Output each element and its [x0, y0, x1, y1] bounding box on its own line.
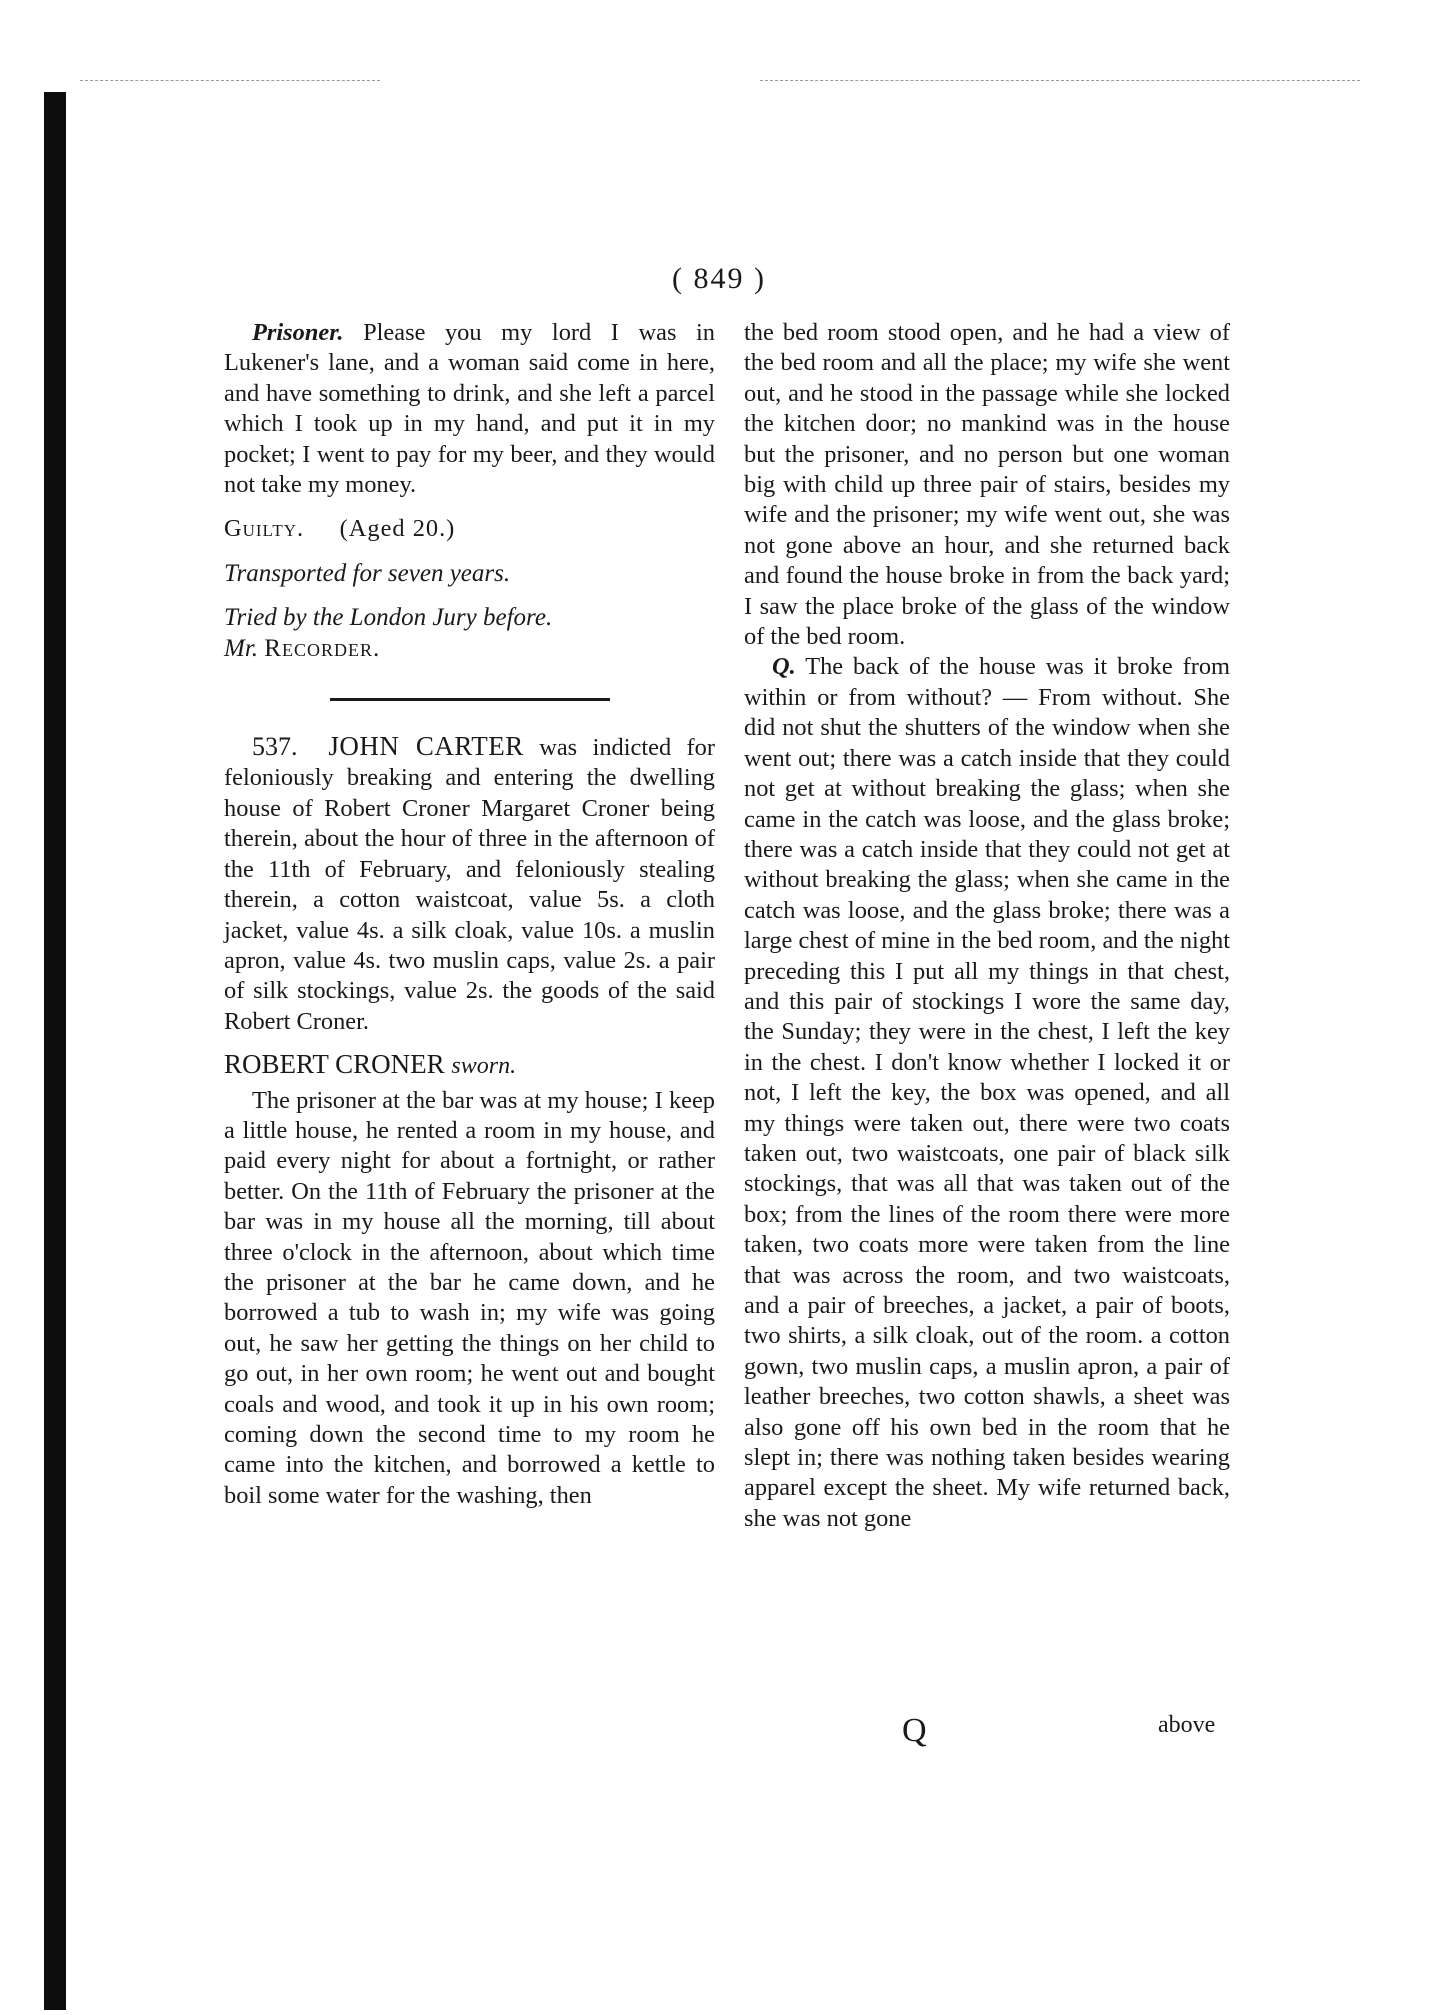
- testimony-paragraph: The prisoner at the bar was at my house; I keep a little house, he rented a room in my house, and paid every night for about a fortnight, or rather better. On the 11th of February the prisoner at the bar was in my house all the morning, till about three o'clock in the afternoon, about which time the prisoner at the bar he came down, and he borrowed a tub to wash in; my wife was going out, he saw her getting the things on her child to go out, in her own room; he went out and bought coals and wood, and took it up in his own room; coming down the second time to my room he came into the kitchen, and borrowed a kettle to boil some water for the washing, then: [224, 1086, 715, 1509]
- prisoner-statement: [224, 318, 715, 500]
- question-marker: Q.: [772, 653, 796, 681]
- witness-heading: [224, 1049, 715, 1081]
- judge-prefix: Mr.: [224, 634, 259, 662]
- verdict: Guilty.: [224, 515, 305, 543]
- age: (Aged 20.): [339, 515, 456, 543]
- indictment-paragraph: [224, 731, 715, 1037]
- judge-name: Recorder.: [264, 634, 381, 662]
- indictment-text: was indicted for feloniously breaking and entering the dwelling house of Robert Croner Margaret Croner being therein, about the hour of three in the afternoon of the 11th of February, and feloniously stealing therein, a cotton waistcoat, value 5s. a cloth jacket, value 4s. a silk cloak, value 10s. a muslin apron, value 4s. two muslin caps, value 2s. a pair of silk stockings, value 2s. the goods of the said Robert Croner.: [224, 734, 715, 1035]
- judge-line: [224, 634, 715, 664]
- page-number: ( 849 ): [672, 262, 766, 295]
- prisoner-statement-text: Please you my lord I was in Lukener's lane, and a woman said come in here, and have something to drink, and she left a parcel which I took up in my hand, and put it in my pocket; I went to pay for my beer, and they would not take my money.: [224, 319, 715, 499]
- speaker-label: Prisoner.: [252, 319, 344, 346]
- section-divider: [330, 698, 610, 701]
- testimony-continued: the bed room stood open, and he had a view of the bed room and all the place; my wife she went out, and he stood in the passage while she locked the kitchen door; no mankind was in the house but the prisoner, and no person but one woman big with child up three pair of stairs, besides my wife and the prisoner; my wife went out, she was not gone above an hour, and she returned back and found the house broke in from the back yard; I saw the place broke of the glass of the window of the bed room.: [744, 319, 1230, 651]
- question-paragraph: [744, 652, 1230, 1534]
- witness-sworn: sworn.: [451, 1053, 517, 1080]
- court-line: Tried by the London Jury before.: [224, 604, 553, 632]
- sentence: Transported for seven years.: [224, 559, 511, 587]
- catchword: above: [1158, 1712, 1216, 1738]
- witness-name: ROBERT CRONER: [224, 1049, 445, 1080]
- defendant-name: JOHN CARTER: [328, 731, 524, 762]
- book-spine-shadow: [44, 92, 66, 2010]
- catchword-q: Q: [902, 1712, 927, 1749]
- case-number: 537.: [252, 732, 298, 762]
- question-text: The back of the house was it broke from within or from without? — From without. She did not shut the shutters of the window when she went out; there was a catch inside that they could not get at without breaking the glass; when she came in the catch was loose, and the glass broke; there was a catch inside that they could not get at without breaking the glass; when she came in the catch was loose, and the glass broke; there was a large chest of mine in the bed room, and the night preceding this I put all my things in that chest, and this pair of stockings I wore the same day, the Sunday; they were in the chest, I left the key in the chest. I don't know whether I locked it or not, I left the key, the box was opened, and all my things were taken out, there were two coats taken out, two waistcoats, one pair of black silk stockings, that was all that was taken out of the box; from the lines of the room there were more taken, two coats more were taken from the line that was across the room, and two waistcoats, and a pair of breeches, a jacket, a pair of boots, two shirts, a silk cloak, out of the room. a cotton gown, two muslin caps, a muslin apron, a pair of leather breeches, two cotton shawls, a sheet was also gone off his own bed in the room that he slept in; there was nothing taken besides wearing apparel except the sheet. My wife returned back, she was not gone: [744, 653, 1230, 1532]
- top-edge-mark: [80, 80, 380, 81]
- verdict-line: [224, 514, 715, 544]
- right-column: [744, 318, 1230, 1534]
- top-edge-mark: [760, 80, 1360, 81]
- left-column: [224, 318, 715, 1511]
